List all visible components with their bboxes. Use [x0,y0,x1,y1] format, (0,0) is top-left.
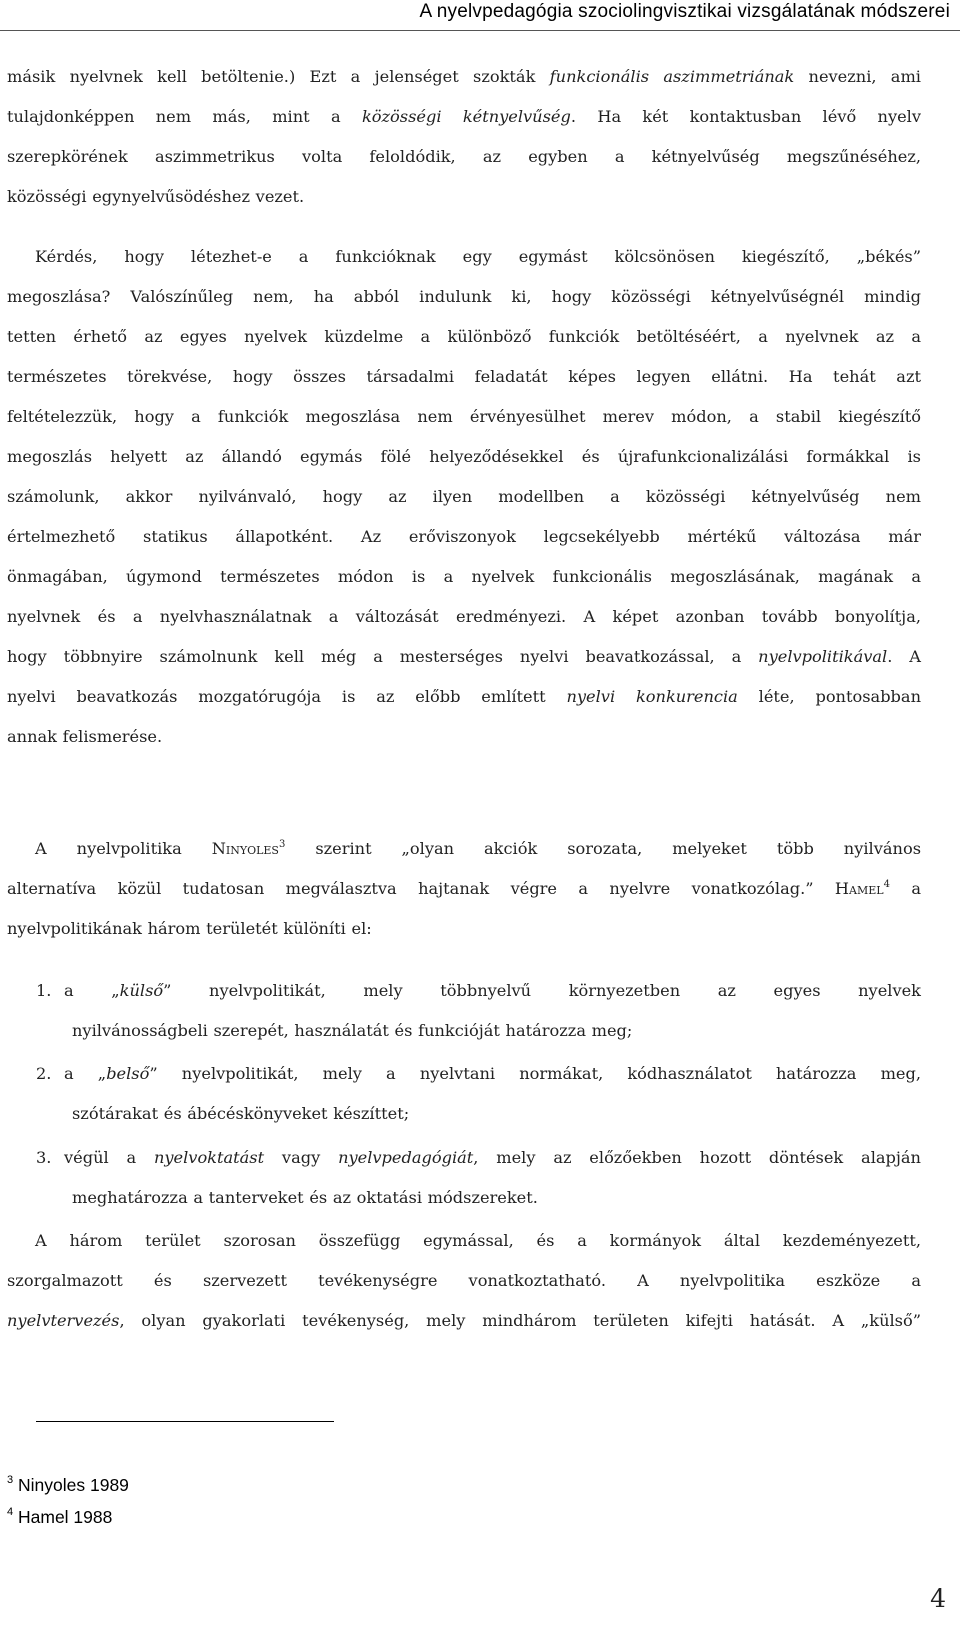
author-name: Ninyoles [211,839,279,858]
list-item [36,971,921,1051]
paragraph-3 [7,829,921,949]
text-run: . Ha két kontaktusban lévő nyelv [570,107,921,126]
text-line [36,1138,921,1178]
text-run: vagy [264,1148,339,1167]
text-line [7,637,921,677]
text-line: annak felismerése. [7,727,163,746]
list-number: 2. [36,1064,52,1083]
text-line [7,829,921,869]
paragraph-2 [7,237,921,757]
list-number: 1. [36,981,52,1000]
italic-term: nyelvpolitikával [758,647,888,666]
text-line: nyilvánosságbeli szerepét, használatát és funkcióját határozza meg; [72,1021,633,1040]
author-name: Hamel [834,879,884,898]
header-divider [0,30,960,31]
text-run: nevezni, ami [794,67,921,86]
text-line [36,971,921,1011]
footnote-number: 4 [7,1506,14,1518]
text-line: szerepkörének aszimmetrikus volta feloldódik, az egyben a kétnyelvűség megszűnéséhez, [7,147,921,166]
text-run: . A [887,647,921,666]
text-line: számolunk, akkor nyilvánvaló, hogy az ilyen modellben a közösségi kétnyelvűség nem [7,487,921,506]
text-line: tetten érhető az egyes nyelvek küzdelme a különböző funkciók betöltéséért, a nyelvnek az a [7,327,921,346]
italic-term: funkcionális aszimmetriának [549,67,795,86]
text-run: tulajdonképpen nem más, mint a [7,107,362,126]
text-line [7,1301,921,1341]
italic-term: külső [119,981,164,1000]
text-line: értelmezhető statikus állapotként. Az erőviszonyok legcsekélyebb mértékű változása már [7,527,921,546]
text-run: végül a [64,1148,154,1167]
text-run: a [889,879,921,898]
page-number: 4 [930,1584,946,1613]
italic-term: nyelvi konkurencia [566,687,738,706]
text-line: megoszlása? Valószínűleg nem, ha abból indulunk ki, hogy közösségi kétnyelvűségnél mindig [7,287,921,306]
italic-term: közösségi kétnyelvűség [361,107,571,126]
text-run: , mely az előzőekben hozott döntések alapján [473,1148,921,1167]
italic-term: nyelvtervezés [7,1311,120,1330]
text-run: ” nyelvpolitikát, mely a nyelvtani normákat, kódhasználatot határozza meg, [149,1064,922,1083]
text-run: A nyelvpolitika [35,839,212,858]
paragraph-1 [7,57,921,217]
text-line: természetes törekvése, hogy összes társadalmi feladatát képes legyen ellátni. Ha tehát azt [7,367,921,386]
text-run: másik nyelvnek kell betöltenie.) Ezt a jelenséget szokták [7,67,550,86]
footnote [7,1506,112,1528]
text-run: a „ [64,1064,107,1083]
text-line: feltételezzük, hogy a funkciók megoszlása nem érvényesülhet merev módon, a stabil kiegészítő [7,407,921,426]
text-run: szerint „olyan akciók sorozata, melyeket több nyilvános [285,839,922,858]
text-line: nyelvpolitikának három területét különíti el: [7,919,372,938]
text-run: hogy többnyire számolnunk kell még a mesterséges nyelvi beavatkozással, a [7,647,759,666]
text-run: , olyan gyakorlati tevékenység, mely mindhárom területen kifejti hatását. A „külső” [119,1311,921,1330]
text-line: megoszlás helyett az állandó egymás fölé helyeződésekkel és újrafunkcionalizálási formákkal is [7,447,921,466]
text-line: meghatározza a tanterveket és az oktatási módszereket. [72,1188,538,1207]
text-run: nyelvi beavatkozás mozgatórugója is az előbb említett [7,687,567,706]
footnote-divider [36,1421,334,1422]
text-run: ” nyelvpolitikát, mely többnyelvű környezetben az egyes nyelvek [163,981,921,1000]
text-line: A három terület szorosan összefügg egymással, és a kormányok által kezdeményezett, [35,1231,921,1250]
italic-term: nyelvpedagógiát [338,1148,474,1167]
italic-term: belső [106,1064,150,1083]
list-item [36,1054,921,1134]
footnote-ref: 4 [883,879,890,890]
text-line [7,97,921,137]
text-run: léte, pontosabban [737,687,921,706]
footnote-number: 3 [7,1474,14,1486]
footnote-text: Hamel 1988 [18,1507,113,1527]
text-line [7,677,921,717]
footnote-ref: 3 [278,839,286,850]
list-number: 3. [36,1148,52,1167]
text-line [7,57,921,97]
text-line [7,869,921,909]
text-line: szorgalmazott és szervezett tevékenységre vonatkoztatható. A nyelvpolitika eszköze a [7,1271,921,1290]
text-line [36,1054,921,1094]
footnote [7,1474,129,1496]
footnote-text: Ninyoles 1989 [18,1475,129,1495]
text-line: önmagában, úgymond természetes módon is a nyelvek funkcionális megoszlásának, magának a [7,567,921,586]
text-line: nyelvnek és a nyelvhasználatnak a változását eredményezi. A képet azonban tovább bonyolítja, [7,607,921,626]
list-item [36,1138,921,1218]
running-header: A nyelvpedagógia szociolingvisztikai vizsgálatának módszerei [419,1,950,22]
text-line: Kérdés, hogy létezhet-e a funkcióknak egy egymást kölcsönösen kiegészítő, „békés” [35,247,921,266]
text-line: közösségi egynyelvűsödéshez vezet. [7,187,305,206]
text-run: a „ [64,981,120,1000]
paragraph-4 [7,1221,921,1341]
text-line: szótárakat és ábécéskönyveket készíttet; [72,1104,410,1123]
text-run: alternatíva közül tudatosan megválasztva hajtanak végre a nyelvre vonatkozólag.” [7,879,835,898]
italic-term: nyelvoktatást [153,1148,265,1167]
